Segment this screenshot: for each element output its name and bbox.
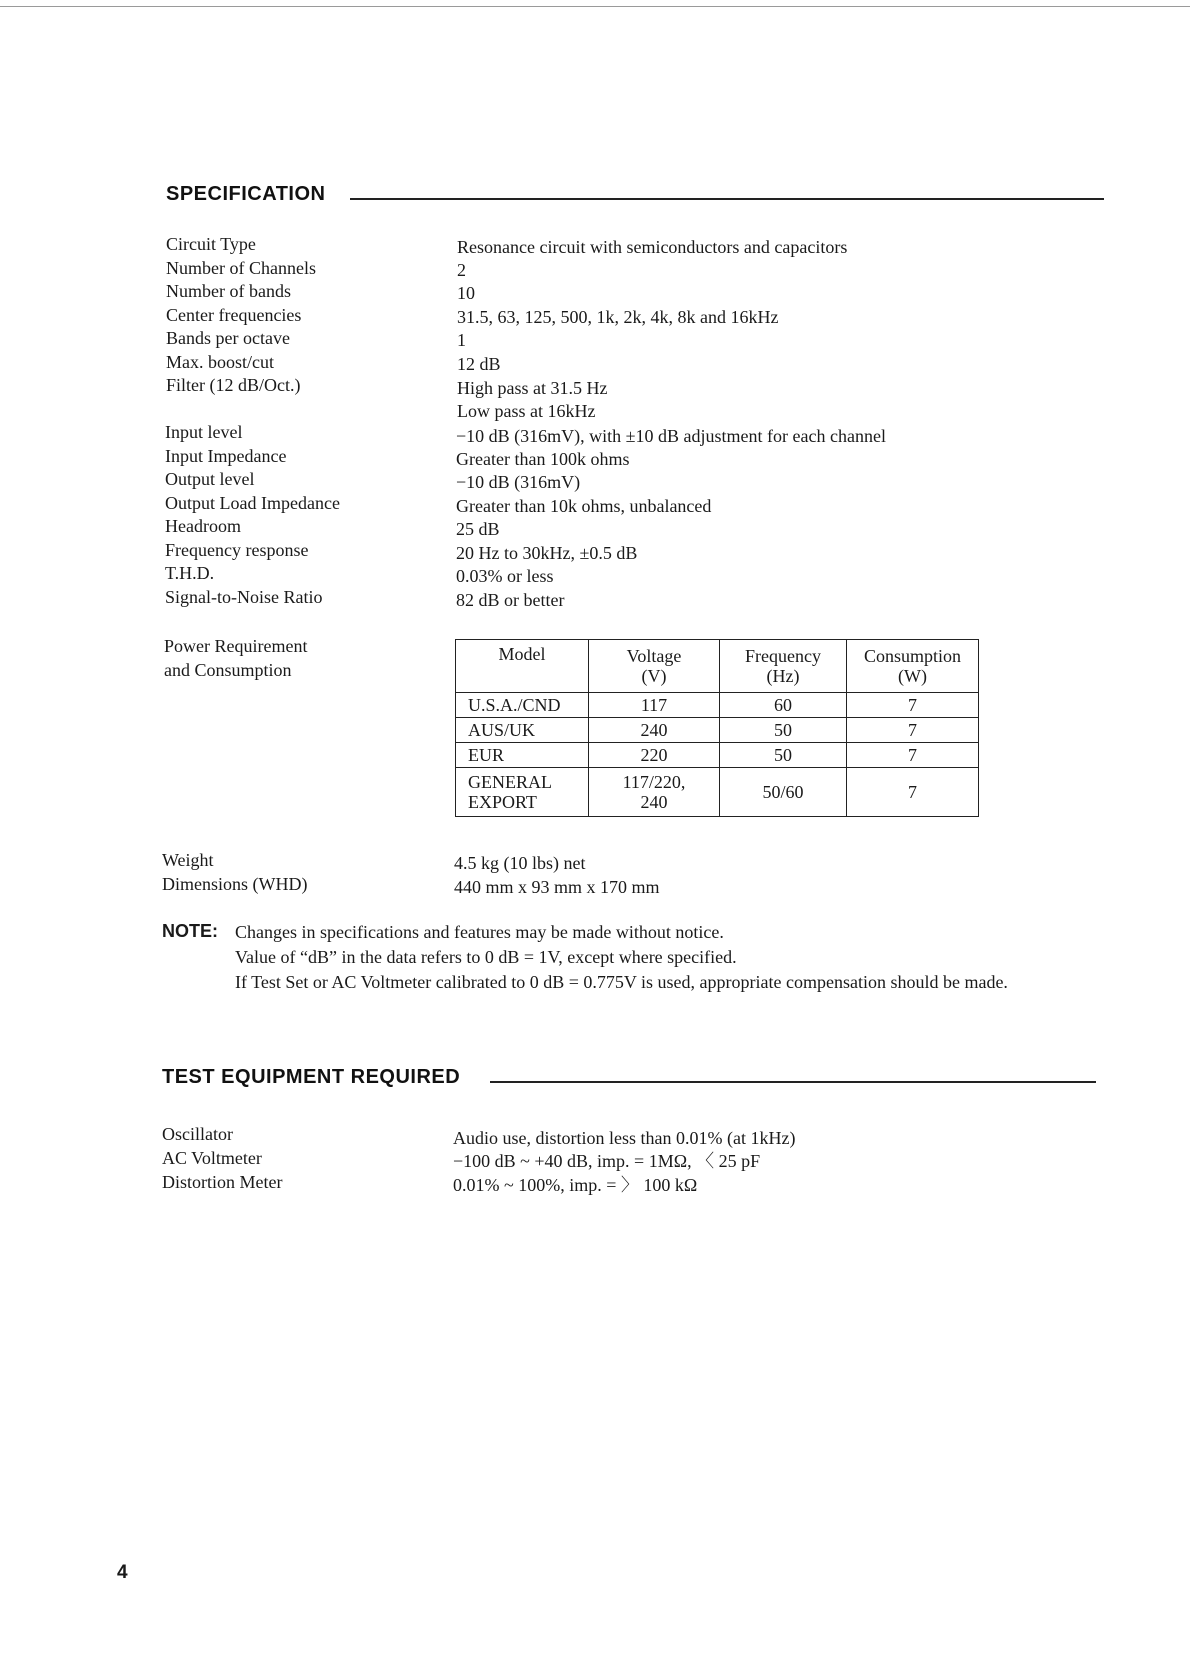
table-cell-frequency: 50/60	[720, 768, 847, 817]
table-cell-voltage: 220	[589, 743, 720, 768]
spec-value: 2	[457, 260, 466, 280]
spec-value: 31.5, 63, 125, 500, 1k, 2k, 4k, 8k and 16kHz	[457, 307, 779, 327]
spec-label: Number of Channels	[166, 258, 316, 278]
specification-heading: SPECIFICATION	[166, 183, 326, 205]
power-requirement-label: Power Requirement	[164, 636, 308, 656]
table-cell-model: AUS/UK	[456, 718, 589, 743]
spec-value: 25 dB	[456, 519, 500, 539]
column-header-model: Model	[456, 640, 589, 693]
spec-value: 20 Hz to 30kHz, ±0.5 dB	[456, 543, 638, 563]
spec-value: −10 dB (316mV)	[456, 472, 581, 492]
table-row	[456, 693, 979, 718]
table-cell-frequency: 60	[720, 693, 847, 718]
power-table	[455, 639, 979, 817]
spec-value: Low pass at 16kHz	[457, 401, 596, 421]
equipment-value: Audio use, distortion less than 0.01% (at 1kHz)	[453, 1128, 796, 1148]
table-header-row	[456, 640, 979, 693]
table-cell-model: GENERAL EXPORT	[456, 768, 589, 817]
spec-label: T.H.D.	[165, 563, 215, 583]
spec-label: Signal-to-Noise Ratio	[165, 587, 323, 607]
test-equipment-heading-rule	[490, 1081, 1096, 1083]
spec-label: Frequency response	[165, 540, 309, 560]
note-line: Value of “dB” in the data refers to 0 dB = 1V, except where specified.	[235, 947, 737, 967]
spec-value: 82 dB or better	[456, 590, 565, 610]
table-cell-model: U.S.A./CND	[456, 693, 589, 718]
table-row	[456, 718, 979, 743]
spec-value: Greater than 100k ohms	[456, 449, 630, 469]
table-cell-voltage: 117/220, 240	[589, 768, 720, 817]
dimensions-value: 440 mm x 93 mm x 170 mm	[454, 877, 660, 897]
spec-label: Number of bands	[166, 281, 291, 301]
spec-value: Greater than 10k ohms, unbalanced	[456, 496, 712, 516]
table-cell-consumption: 7	[847, 743, 979, 768]
table-cell-frequency: 50	[720, 743, 847, 768]
weight-label: Weight	[162, 850, 214, 870]
equipment-label: Distortion Meter	[162, 1172, 283, 1192]
weight-value: 4.5 kg (10 lbs) net	[454, 853, 586, 873]
spec-value: 1	[457, 330, 466, 350]
spec-value: 0.03% or less	[456, 566, 554, 586]
test-equipment-heading: TEST EQUIPMENT REQUIRED	[162, 1066, 461, 1088]
spec-label: Center frequencies	[166, 305, 302, 325]
spec-label: Output Load Impedance	[165, 493, 340, 513]
spec-value: Resonance circuit with semiconductors and capacitors	[457, 237, 848, 257]
equipment-label: Oscillator	[162, 1124, 233, 1144]
spec-label: Input Impedance	[165, 446, 287, 466]
power-consumption-label: and Consumption	[164, 660, 292, 680]
equipment-value: 0.01% ~ 100%, imp. = 〉 100 kΩ	[453, 1175, 698, 1195]
table-row	[456, 743, 979, 768]
spec-label: Filter (12 dB/Oct.)	[166, 375, 301, 395]
table-cell-voltage: 117	[589, 693, 720, 718]
spec-label: Max. boost/cut	[166, 352, 274, 372]
column-header-voltage: Voltage (V)	[589, 640, 720, 693]
table-cell-voltage: 240	[589, 718, 720, 743]
equipment-label: AC Voltmeter	[162, 1148, 262, 1168]
top-border-line	[0, 6, 1190, 7]
dimensions-label: Dimensions (WHD)	[162, 874, 308, 894]
table-cell-model: EUR	[456, 743, 589, 768]
table-row	[456, 768, 979, 817]
note-line: If Test Set or AC Voltmeter calibrated to 0 dB = 0.775V is used, appropriate compensation should be made.	[235, 972, 1008, 992]
column-header-frequency: Frequency (Hz)	[720, 640, 847, 693]
spec-label: Circuit Type	[166, 234, 256, 254]
spec-value: High pass at 31.5 Hz	[457, 378, 608, 398]
table-cell-consumption: 7	[847, 768, 979, 817]
spec-value: −10 dB (316mV), with ±10 dB adjustment for each channel	[456, 426, 886, 446]
note-label: NOTE:	[162, 921, 218, 941]
spec-label: Output level	[165, 469, 255, 489]
page-number: 4	[117, 1562, 128, 1583]
spec-value: 10	[457, 283, 475, 303]
equipment-value: −100 dB ~ +40 dB, imp. = 1MΩ, 〈 25 pF	[453, 1151, 761, 1171]
spec-label: Bands per octave	[166, 328, 290, 348]
spec-label: Input level	[165, 422, 243, 442]
spec-value: 12 dB	[457, 354, 501, 374]
note-line: Changes in specifications and features may be made without notice.	[235, 922, 724, 942]
specification-heading-rule	[350, 198, 1104, 200]
column-header-consumption: Consumption (W)	[847, 640, 979, 693]
table-cell-frequency: 50	[720, 718, 847, 743]
spec-label: Headroom	[165, 516, 241, 536]
table-cell-consumption: 7	[847, 718, 979, 743]
table-cell-consumption: 7	[847, 693, 979, 718]
